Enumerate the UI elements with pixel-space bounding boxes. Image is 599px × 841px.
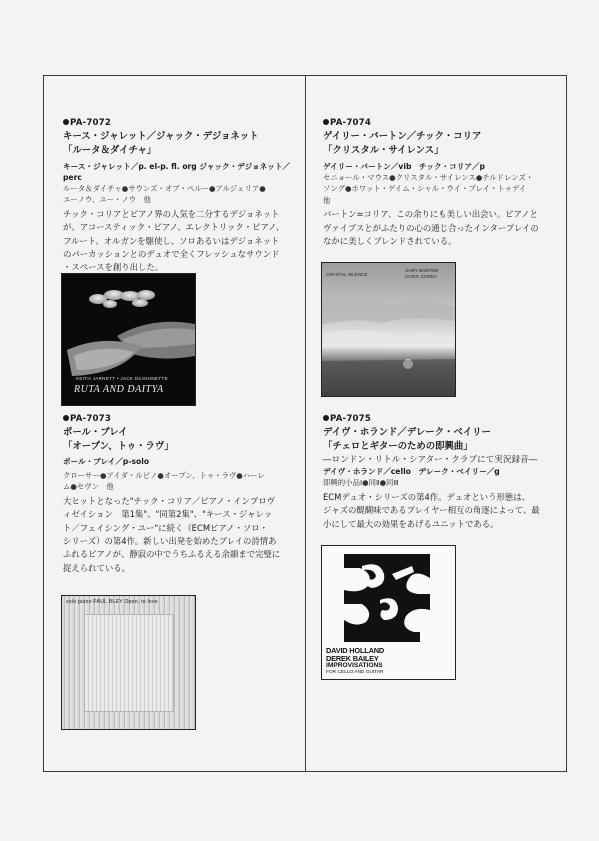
description: チック・コリアとピアノ界の人気を二分するデジョネット が、アコースティック・ピアノ、エレクトリック・ピアノ、 フルート、オルガンを駆使し、ソロあるいはデジョネット のパーカッションとのデュオで全くフレッシュなサウンド ・スペースを創り出した。 (63, 208, 285, 273)
track-list: セニョール・マウス●クリスタル・サイレンス●チルドレンズ・ ソング●ホワット・ゲイム・シャル・ウイ・プレイ・トゥデイ 他 (323, 172, 534, 205)
album-title: 「チェロとギターのための即興曲」 (323, 441, 473, 453)
personnel: ポール・ブレイ／p-solo (63, 456, 150, 466)
cover-title: IMPROVISATIONS (326, 662, 383, 669)
cover-title: CRYSTAL SILENCE (326, 272, 368, 277)
album-entry-pa-7073 (63, 413, 299, 575)
cover-artist-1: DAVID HOLLAND (326, 646, 385, 655)
cover-artist-1: GARY BURTON (405, 268, 439, 273)
personnel: キース・ジャレット／p. el-p. fl. org ジャック・デジョネット／perc (63, 161, 291, 182)
bullet-icon (63, 119, 69, 125)
artist-name: デイヴ・ホランド／デレーク・ベイリー (323, 427, 491, 439)
column-divider (305, 75, 306, 772)
personnel: デイヴ・ホランド／cello デレーク・ベイリー／g (323, 467, 500, 477)
description: ECMデュオ・シリーズの第4作。デュオという形態は、 ジャズの醍醐味であるプレイヤー相互の角逐によって、最 小にして最大の効果をあげるユニットである。 (323, 491, 540, 529)
artist-name: キース・ジャレット／ジャック・デジョネット (63, 131, 259, 143)
catalog-number: PA-7072 (63, 117, 299, 129)
cover-credit: KEITH JARRETT • JACK DeJOHNETTE (76, 376, 168, 381)
artist-name: ゲイリー・バートン／チック・コリア (323, 131, 482, 143)
album-entry-pa-7075 (323, 413, 563, 531)
cover-artist-2: CHICK COREA (405, 274, 437, 279)
album-subtitle: ―ロンドン・リトル・シアター・クラブにて実況録音― (323, 454, 538, 465)
album-cover-ruta-and-daitya (61, 273, 196, 406)
description: 大ヒットとなった"チック・コリア／ピアノ・インプロヴ ィゼイション 第1集"、"同第2集"、"キース・ジャレッ ト／フェイシング・ユー"に続く（ECMピアノ・ソロ・ シリーズ）の第4作。新しい出発を始めたブレイの詩情あ ふれるピアノが、静寂の中でうちふるえる余韻まで完璧に 捉えられている。 (63, 495, 281, 573)
artist-name: ポール・ブレイ (63, 427, 128, 439)
track-list: 即興的小品Ⅰ●同Ⅱ●同Ⅲ (323, 478, 399, 488)
album-title: 「ルータ＆ダイチャ」 (63, 145, 157, 157)
personnel: ゲイリー・バートン／vib チック・コリア／p (323, 161, 485, 171)
album-cover-open-to-love (61, 595, 196, 730)
cover-title: RUTA AND DAITYA (74, 384, 164, 395)
cover-subtitle: FOR CELLO AND GUITAR (326, 670, 384, 675)
track-list: ルータ＆ダイチャ●サウンズ・オブ・ペルー●アルジェリア● ユーノウ、ユー・ノウ 他 (63, 183, 266, 205)
cover-artist-2: DEREK BAILEY (326, 654, 379, 663)
description: バートン=コリア、この余りにも美しい出会い。ピアノと ヴァイブスとがふたりの心の通じ合ったインタープレイの なかに美しくブレンドされている。 (323, 209, 539, 246)
album-cover-improvisations (321, 545, 456, 680)
catalog-number: PA-7074 (323, 117, 559, 129)
bullet-icon (323, 415, 329, 421)
album-entry-pa-7074 (323, 117, 559, 248)
cover-art (322, 263, 455, 396)
bullet-icon (323, 119, 329, 125)
cover-title: solo piano PAUL BLEY Open, to love (66, 599, 158, 605)
track-list: クローサー●アイダ・ルピノ●オープン、トゥ・ラヴ●ハーレ ム●セヴン 他 (63, 470, 265, 492)
catalog-number: PA-7073 (63, 413, 299, 425)
album-entry-pa-7072 (63, 117, 299, 275)
album-cover-crystal-silence (321, 262, 456, 397)
album-title: 「オープン、トゥ・ラヴ」 (63, 441, 174, 453)
catalog-number: PA-7075 (323, 413, 563, 425)
cover-inner-panel (84, 614, 174, 712)
bullet-icon (63, 415, 69, 421)
album-title: 「クリスタル・サイレンス」 (323, 145, 444, 157)
